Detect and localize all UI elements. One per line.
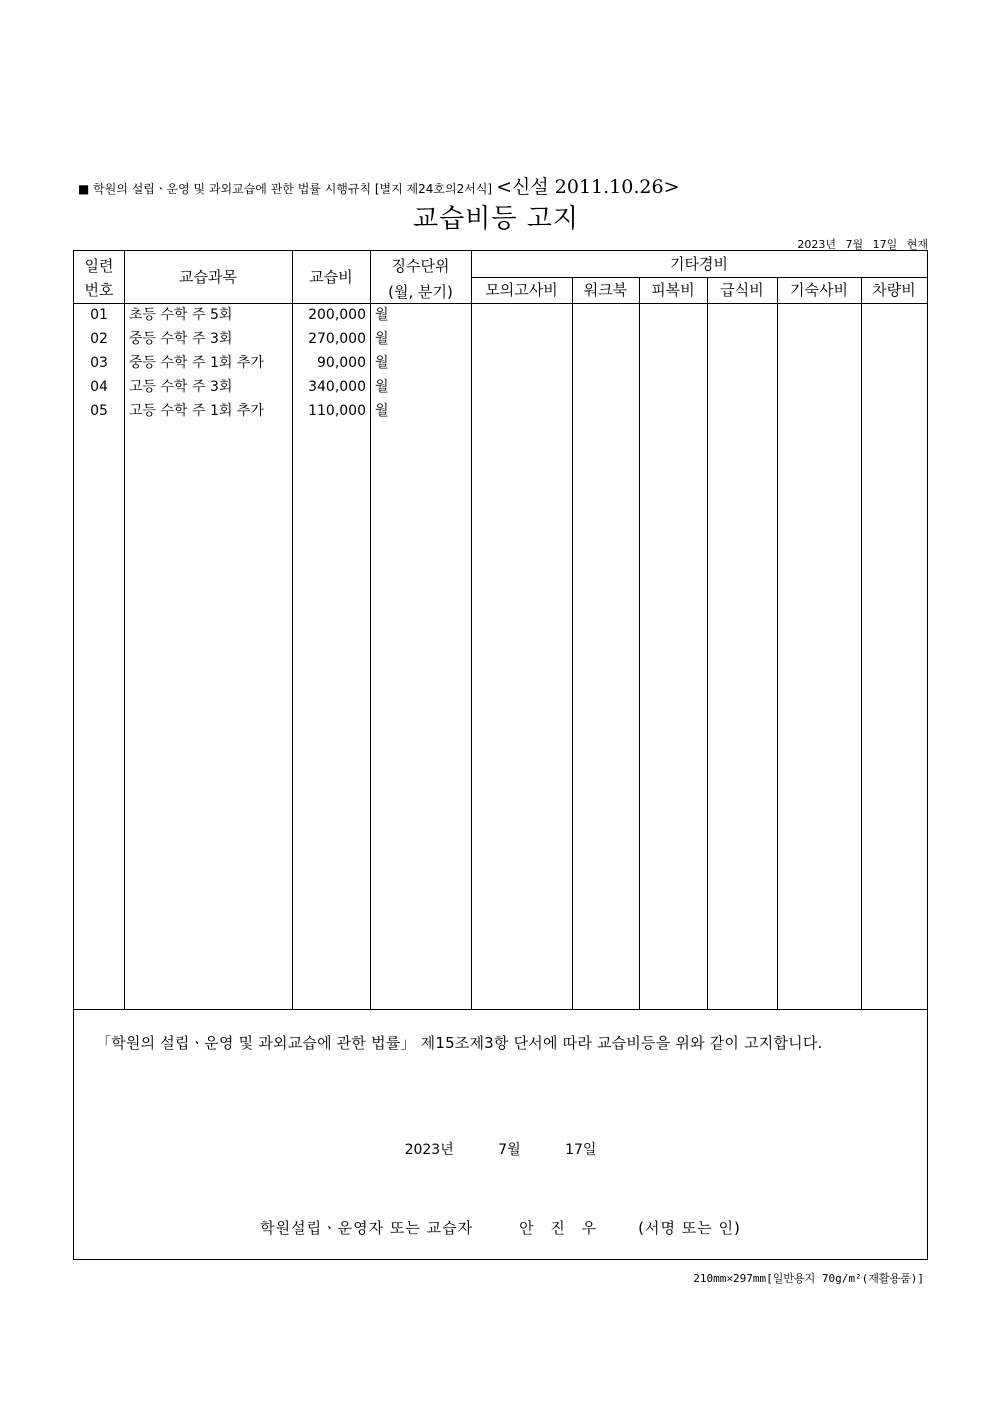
row-subject: 고등 수학 주 1회 추가 xyxy=(129,403,264,419)
col-header-other-expenses: 기타경비 xyxy=(670,255,728,273)
signer-name: 안 진 우 xyxy=(519,1219,603,1237)
row-unit: 월 xyxy=(375,379,389,395)
notice-date: 2023년 7월 17일 xyxy=(404,1142,597,1158)
paper-spec: 210mm×297mm[일반용지 70g/m²(재활용품)] xyxy=(693,1272,924,1285)
row-no: 03 xyxy=(90,355,108,371)
as-of-date: 2023년 7월 17일 현재 xyxy=(797,238,928,251)
col-header-dorm: 기숙사비 xyxy=(790,281,848,299)
page-title: 교습비등 고지 xyxy=(413,204,579,234)
row-subject: 중등 수학 주 3회 xyxy=(129,331,233,347)
legal-basis-line xyxy=(78,172,679,199)
legal-basis: ■ 학원의 설립ㆍ운영 및 과외교습에 관한 법률 시행규칙 [별지 제24호의2서식] xyxy=(78,182,493,196)
row-unit: 월 xyxy=(375,403,389,419)
row-no: 02 xyxy=(90,331,108,347)
row-subject: 고등 수학 주 3회 xyxy=(129,379,233,395)
col-header-subject: 교습과목 xyxy=(179,268,237,286)
row-unit: 월 xyxy=(375,307,389,323)
new-tag: <신설 2011.10.26> xyxy=(496,176,680,198)
signature-hint: (서명 또는 인) xyxy=(638,1219,741,1237)
row-fee: 340,000 xyxy=(308,379,366,395)
row-fee: 270,000 xyxy=(308,331,366,347)
notice-text: 「학원의 설립ㆍ운영 및 과외교습에 관한 법률」 제15조제3항 단서에 따라 교습비등을 위와 같이 고지합니다. xyxy=(96,1034,823,1052)
row-fee: 90,000 xyxy=(317,355,366,371)
col-header-vehicle: 차량비 xyxy=(872,281,916,299)
col-header-mock-exam: 모의고사비 xyxy=(485,281,558,299)
col-header-workbook: 워크북 xyxy=(583,281,628,299)
row-unit: 월 xyxy=(375,355,389,371)
col-header-meal: 급식비 xyxy=(720,281,764,299)
col-header-fee: 교습비 xyxy=(309,268,353,286)
row-subject: 중등 수학 주 1회 추가 xyxy=(129,355,264,371)
signer-label: 학원설립ㆍ운영자 또는 교습자 xyxy=(260,1219,474,1237)
row-unit: 월 xyxy=(375,331,389,347)
row-fee: 110,000 xyxy=(308,403,366,419)
row-subject: 초등 수학 주 5회 xyxy=(129,307,233,323)
col-header-unit: 징수단위 (월, 분기) xyxy=(388,257,453,301)
row-no: 04 xyxy=(90,379,108,395)
col-header-no: 일련 번호 xyxy=(84,257,114,299)
fee-notice-form xyxy=(73,250,928,1260)
row-no: 05 xyxy=(90,403,108,419)
row-no: 01 xyxy=(90,307,108,323)
col-header-clothing: 피복비 xyxy=(651,281,695,299)
row-fee: 200,000 xyxy=(308,307,366,323)
signature-line xyxy=(74,1217,927,1238)
